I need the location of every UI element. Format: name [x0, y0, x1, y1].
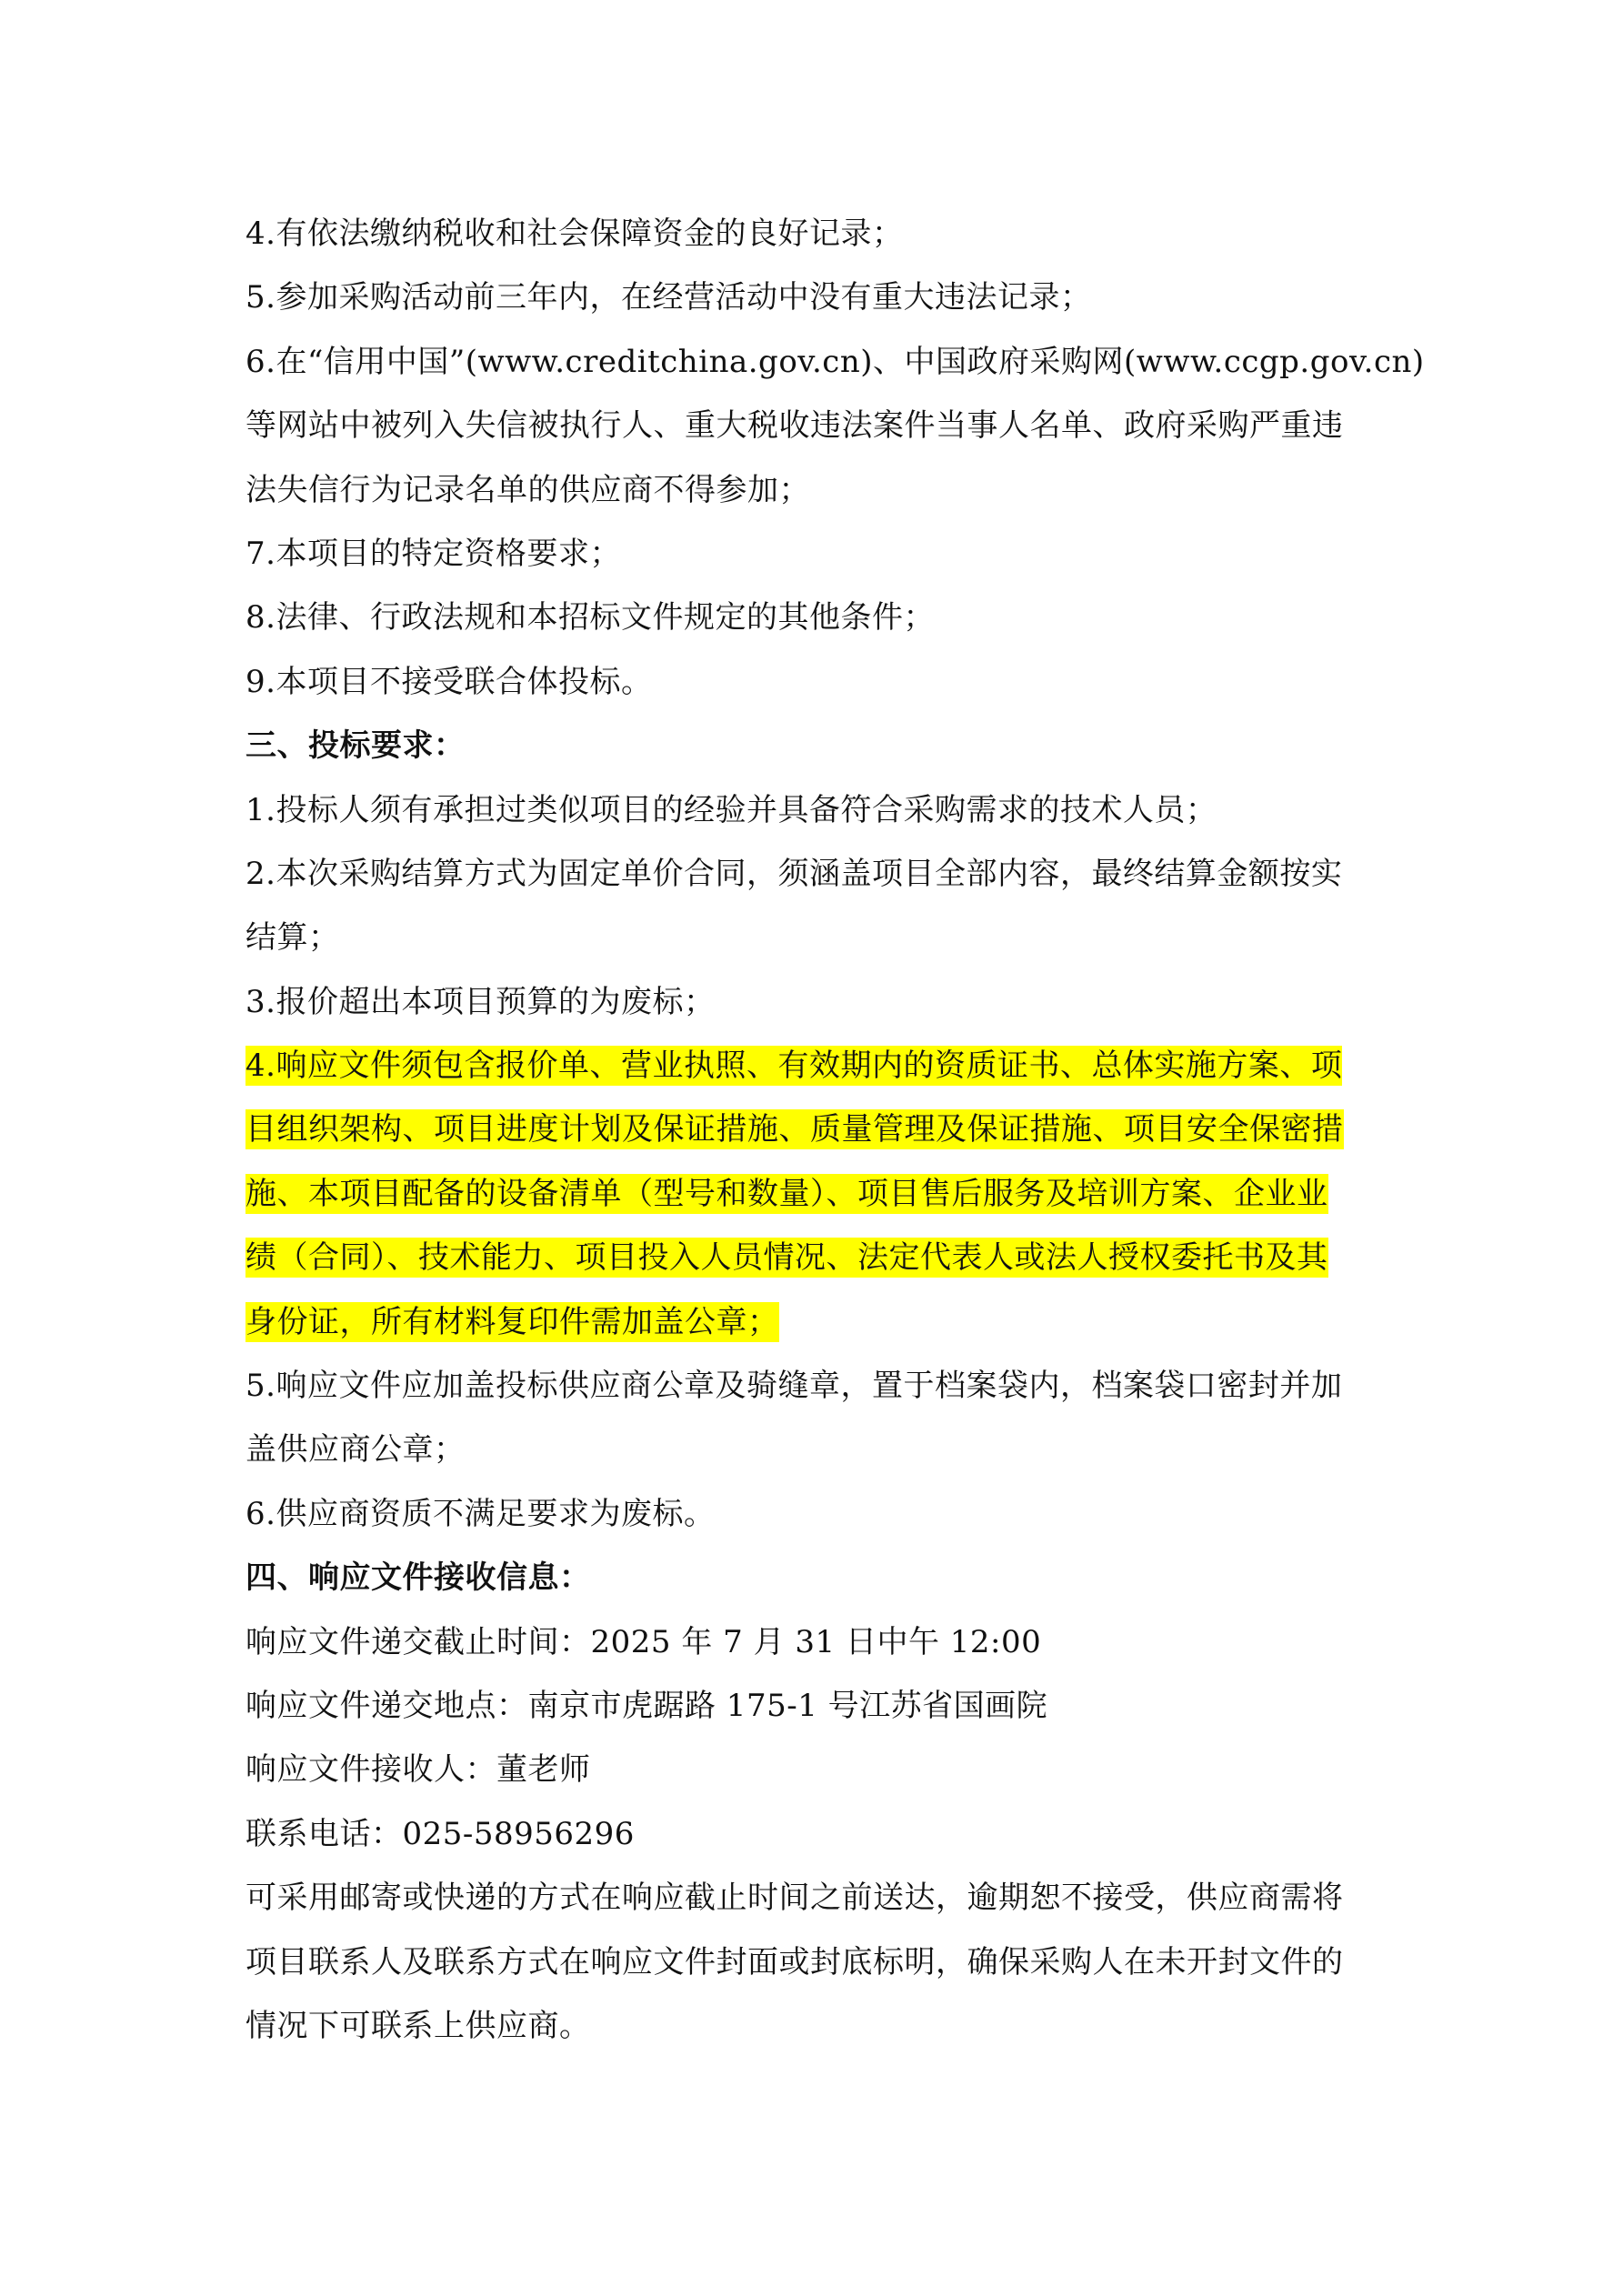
highlighted-text: 绩（合同）、技术能力、项目投入人员情况、法定代表人或法人授权委托书及其	[245, 1239, 1328, 1277]
bid-item-4-line-4	[245, 1226, 1391, 1289]
qualification-item-9: 9.本项目不接受联合体投标。	[245, 663, 653, 700]
qualification-item-5: 5.参加采购活动前三年内，在经营活动中没有重大违法记录；	[245, 279, 1092, 316]
bid-item-5-line-1: 5.响应文件应加盖投标供应商公章及骑缝章，置于档案袋内，档案袋口密封并加	[245, 1368, 1343, 1405]
bid-item-2-line-1: 2.本次采购结算方式为固定单价合同，须涵盖项目全部内容，最终结算金额按实	[245, 855, 1343, 892]
qualification-item-6-line-1: 6.在“信用中国”(www.creditchina.gov.cn)、中国政府采购网(www.ccgp.gov.cn)	[245, 343, 1425, 380]
submission-note-line-3: 情况下可联系上供应商。	[245, 2007, 591, 2044]
submission-note-line-1: 可采用邮寄或快递的方式在响应截止时间之前送达，逾期恕不接受，供应商需将	[245, 1880, 1344, 1917]
highlighted-text: 目组织架构、项目进度计划及保证措施、质量管理及保证措施、项目安全保密措	[245, 1111, 1344, 1148]
submission-receiver: 响应文件接收人：董老师	[245, 1751, 591, 1789]
qualification-item-7: 7.本项目的特定资格要求；	[245, 535, 621, 572]
highlighted-text: 施、本项目配备的设备清单（型号和数量）、项目售后服务及培训方案、企业业	[245, 1175, 1328, 1212]
submission-location: 响应文件递交地点：南京市虎踞路 175-1 号江苏省国画院	[245, 1687, 1048, 1724]
submission-deadline: 响应文件递交截止时间：2025 年 7 月 31 日中午 12:00	[245, 1623, 1042, 1660]
highlighted-text: 4.响应文件须包含报价单、营业执照、有效期内的资质证书、总体实施方案、项	[245, 1048, 1343, 1085]
qualification-item-8: 8.法律、行政法规和本招标文件规定的其他条件；	[245, 599, 935, 637]
section-heading-bid-requirements: 三、投标要求：	[245, 727, 466, 765]
highlighted-text: 身份证，所有材料复印件需加盖公章；	[245, 1303, 779, 1340]
qualification-item-4: 4.有依法缴纳税收和社会保障资金的良好记录；	[245, 216, 904, 252]
submission-phone: 联系电话：025-58956296	[245, 1815, 635, 1852]
qualification-item-6-line-3: 法失信行为记录名单的供应商不得参加；	[245, 471, 810, 508]
bid-item-4-line-1	[245, 1034, 1391, 1098]
bid-item-3: 3.报价超出本项目预算的为废标；	[245, 983, 716, 1020]
bid-item-5-line-2: 盖供应商公章；	[245, 1431, 466, 1469]
bid-item-4-line-3	[245, 1162, 1391, 1226]
document-body	[245, 202, 1425, 2058]
submission-note-line-2: 项目联系人及联系方式在响应文件封面或封底标明，确保采购人在未开封文件的	[245, 1943, 1344, 1980]
qualification-item-6-line-2: 等网站中被列入失信被执行人、重大税收违法案件当事人名单、政府采购严重违	[245, 407, 1344, 445]
bid-item-4-line-5	[245, 1290, 1391, 1354]
bid-item-1: 1.投标人须有承担过类似项目的经验并具备符合采购需求的技术人员；	[245, 791, 1217, 828]
bid-item-6: 6.供应商资质不满足要求为废标。	[245, 1495, 716, 1532]
bid-item-2-line-2: 结算；	[245, 919, 340, 957]
section-heading-submission: 四、响应文件接收信息：	[245, 1559, 591, 1597]
bid-item-4-line-2	[245, 1098, 1391, 1161]
